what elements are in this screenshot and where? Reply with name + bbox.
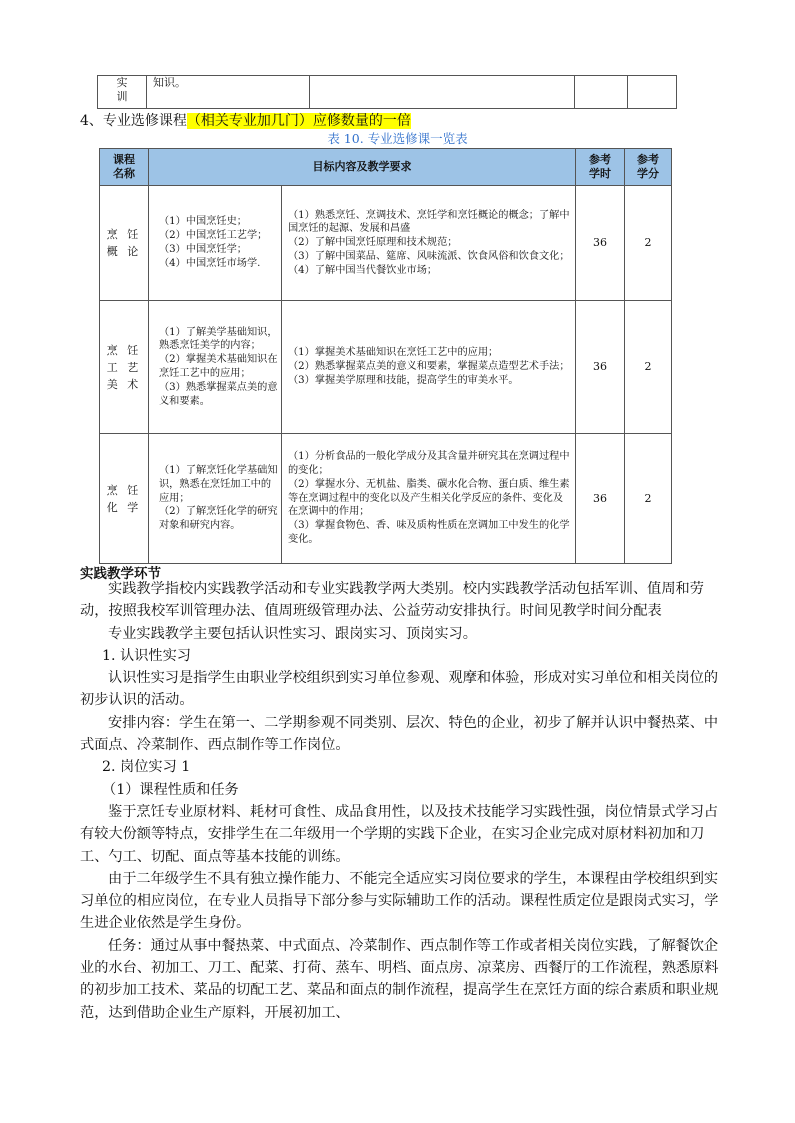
requirement-line: （2）了解中国烹饪原理和技术规范； (288, 237, 458, 249)
paragraph: 鉴于烹饪专业原材料、耗材可食性、成品食用性，以及技术技能学习实践性强，岗位情景式学习占有较大份额等特点，安排学生在二年级用一个学期的实践下企业，在实习企业完成对原材料初加和刀工、勺工、切配、面点等基本技能的训练。 (80, 803, 719, 865)
content-line: （1）中国烹饪史； (159, 216, 247, 228)
fragment-name-text: 实 训 (116, 76, 128, 103)
paragraph: 实践教学指校内实践教学活动和专业实践教学两大类别。校内实践教学活动包括军训、值周和劳动，按照我校军训管理办法、值周班级管理办法、公益劳动安排执行。时间见教学时间分配表 (80, 581, 704, 620)
header-credits (625, 149, 672, 186)
course-content-cell (149, 434, 282, 564)
course-name-cell (100, 434, 149, 564)
section-title-practice: 实践教学环节 (80, 566, 161, 582)
content-line: （3）中国烹饪学； (159, 244, 247, 255)
requirement-line: （2）熟悉掌握菜点美的意义和要素，掌握菜点造型艺术手法； (288, 361, 570, 373)
subheading: 1. 认识性实习 (102, 647, 191, 664)
requirement-line: （4）了解中国当代餐饮业市场； (288, 264, 438, 276)
course-name-text: 烹 饪 概 论 (106, 228, 142, 258)
credits-value: 2 (644, 236, 652, 250)
requirement-line: （3）掌握美学原理和技能，提高学生的审美水平。 (288, 374, 519, 386)
table-row (98, 76, 677, 109)
section-body (80, 578, 720, 1024)
table-caption: 表 10. 专业选修课一览表 (327, 131, 468, 146)
header-credits-text: 参考 学分 (637, 153, 659, 180)
content-line: （2）掌握美术基础知识在烹饪工艺中的应用； (159, 354, 278, 379)
section-heading-electives (80, 112, 411, 130)
header-course-name (100, 149, 149, 186)
credits-cell (625, 186, 672, 301)
table-row (100, 434, 672, 564)
course-name-text: 烹 饪 化 学 (106, 483, 142, 514)
content-line: （1）了解烹饪化学基础知识，熟悉在烹饪加工中的应用； (159, 465, 278, 504)
credits-value: 2 (644, 491, 652, 505)
course-name-cell (100, 186, 149, 301)
content-line: （1）了解美学基础知识，熟悉烹饪美学的内容； (159, 326, 278, 352)
course-name-text: 烹 饪 工 艺 美 术 (106, 343, 142, 391)
header-hours (576, 149, 625, 186)
hours-cell (576, 186, 625, 301)
requirement-line: （2）掌握水分、无机盐、脂类、碳水化合物、蛋白质、维生素等在烹调过程中的变化以及产生相关化学反应的条件、变化及在烹调中的作用； (288, 478, 570, 518)
table-header-row (100, 149, 672, 186)
paragraph: 专业实践教学主要包括认识性实习、跟岗实习、顶岗实习。 (108, 625, 477, 642)
course-name-cell (100, 301, 149, 434)
heading-highlight: （相关专业加几门）应修数量的一倍 (186, 113, 411, 129)
table-row (100, 186, 672, 301)
fragment-empty-cell (310, 76, 575, 109)
hours-value: 36 (593, 491, 607, 505)
course-content-cell (149, 301, 282, 434)
course-requirements-cell (282, 186, 576, 301)
course-requirements-cell (282, 434, 576, 564)
requirement-line: （1）分析食品的一般化学成分及其含量并研究其在烹调过程中的变化； (288, 451, 570, 476)
subheading: 2. 岗位实习 1 (102, 759, 191, 776)
course-content-cell (149, 186, 282, 301)
credits-value: 2 (644, 360, 652, 374)
header-hours-text: 参考 学时 (589, 153, 611, 180)
credits-cell (625, 434, 672, 564)
fragment-empty-cell (628, 76, 677, 109)
requirement-line: （3）了解中国菜品、筵席、风味流派、饮食风俗和饮食文化； (288, 250, 570, 262)
hours-cell (576, 301, 625, 434)
paragraph: 认识性实习是指学生由职业学校组织到实习单位参观、观摩和体验，形成对实习单位和相关岗位的初步认识的活动。 (80, 670, 719, 709)
elective-courses-table (99, 148, 672, 564)
table-row (100, 301, 672, 434)
fragment-name-cell (98, 76, 147, 109)
paragraph: 安排内容：学生在第一、二学期参观不同类别、层次、特色的企业，初步了解并认识中餐热菜、中式面点、冷菜制作、西点制作等工作岗位。 (80, 714, 719, 754)
hours-value: 36 (593, 236, 607, 250)
heading-prefix: 4、专业选修课程 (80, 113, 187, 129)
requirement-line: （1）熟悉烹饪、烹调技术、烹饪学和烹饪概论的概念；了解中国烹饪的起源、发展和昌盛 (288, 209, 570, 235)
content-line: （2）了解烹饪化学的研究对象和研究内容。 (159, 506, 278, 532)
content-line: （4）中国烹饪市场学. (159, 257, 261, 269)
fragment-content-text: 知识。 (153, 76, 186, 89)
credits-cell (625, 301, 672, 434)
requirement-line: （3）掌握食物色、香、味及质构性质在烹调加工中发生的化学变化。 (288, 520, 570, 545)
hours-value: 36 (593, 360, 607, 374)
hours-cell (576, 434, 625, 564)
subheading: （1）课程性质和任务 (102, 781, 239, 798)
paragraph: 任务：通过从事中餐热菜、中式面点、冷菜制作、西点制作等工作或者相关岗位实践，了解餐饮企业的水台、初加工、刀工、配菜、打荷、蒸车、明档、面点房、凉菜房、西餐厅的工作流程，熟悉原料的初步加工技术、菜品的切配工艺、菜品和面点的制作流程，提高学生在烹饪方面的综合素质和职业规范，达到借助企业生产原料，开展初加工、 (80, 937, 719, 1021)
content-line: （3）熟悉掌握菜点美的意义和要素。 (159, 381, 278, 407)
header-content-text: 目标内容及教学要求 (312, 160, 412, 173)
requirement-line: （1）掌握美术基础知识在烹饪工艺中的应用； (288, 347, 499, 359)
previous-table-fragment (97, 75, 677, 109)
paragraph: 由于二年级学生不具有独立操作能力、不能完全适应实习岗位要求的学生，本课程由学校组织到实习单位的相应岗位，在专业人员指导下部分参与实际辅助工作的活动。课程性质定位是跟岗式实习，学生进企业依然是学生身份。 (80, 870, 719, 932)
content-line: （2）中国烹饪工艺学； (159, 230, 268, 242)
header-course-name-text: 课程 名称 (113, 153, 135, 180)
header-content (149, 149, 576, 186)
fragment-empty-cell (575, 76, 628, 109)
fragment-content-cell (147, 76, 310, 109)
course-requirements-cell (282, 301, 576, 434)
